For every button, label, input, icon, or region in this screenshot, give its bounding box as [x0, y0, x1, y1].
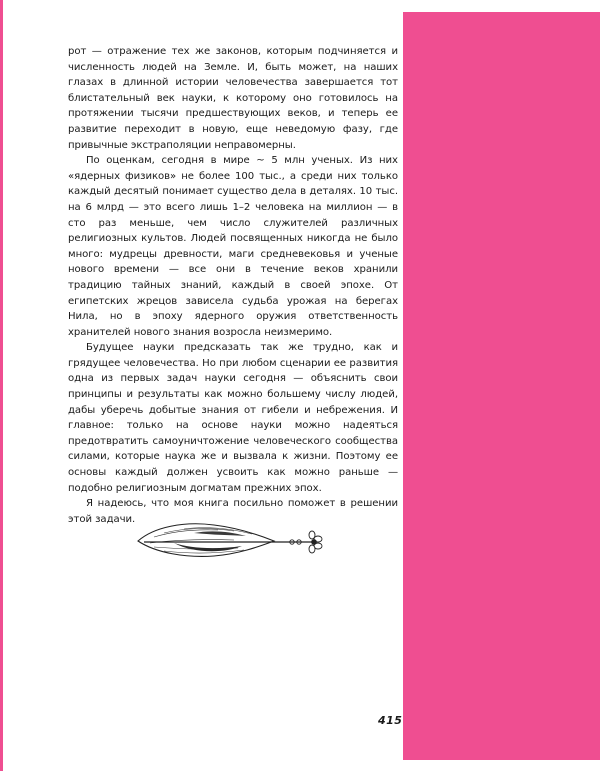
page-number: 415	[378, 714, 403, 727]
pink-side-panel	[403, 12, 600, 760]
paragraph-2: По оценкам, сегодня в мире ~ 5 млн ученых. Из них «ядерных физиков» не более 100 тыс., а среди них только каждый десятый понимает существо дела в деталях. 10 тыс. на 6 млрд — это всего лишь 1–2 человека на миллион — в сто раз меньше, чем число служителей различных религиозных культов. Людей посвященных никогда не было много: мудрецы древности, маги средневековья и ученые нового времени — все они в течение веков хранили традицию тайных знаний, каждый в своей эпохе. От египетских жрецов зависела судьба урожая на берегах Нила, но в эпоху ядерного оружия ответственность хранителей нового знания возросла неизмеримо.	[68, 155, 398, 338]
body-text	[68, 44, 398, 527]
paragraph-3: Будущее науки предсказать так же трудно, как и грядущее человечества. Но при любом сценарии ее развития одна из первых задач науки сегодня — объяснить свои принципы и результаты как можно большему числу людей, дабы уберечь добытые знания от гибели и небрежения. И главное: только на основе науки можно надеяться предотвратить самоуничтожение человеческого сообщества силами, которые наука же и вызвала к жизни. Поэтому ее основы каждый должен усвоить как можно раньше — подобно религиозным догматам прежних эпох.	[68, 342, 398, 494]
paragraph-1: рот — отражение тех же законов, которым подчиняется и численность людей на Земле. И, быть может, на наших глазах в длинной истории человечества завершается тот блистательный век науки, к которому оно готовилось на протяжении тысячи предшествующих веков, и теперь ее развитие переходит в новую, еще неведомую фазу, где привычные экстраполяции неправомерны.	[68, 46, 398, 151]
leaf-arrow-sketch-icon	[134, 513, 334, 565]
paragraph-4: Я надеюсь, что моя книга посильно поможет в решении этой задачи.	[68, 498, 398, 525]
left-accent-stripe	[0, 0, 3, 771]
